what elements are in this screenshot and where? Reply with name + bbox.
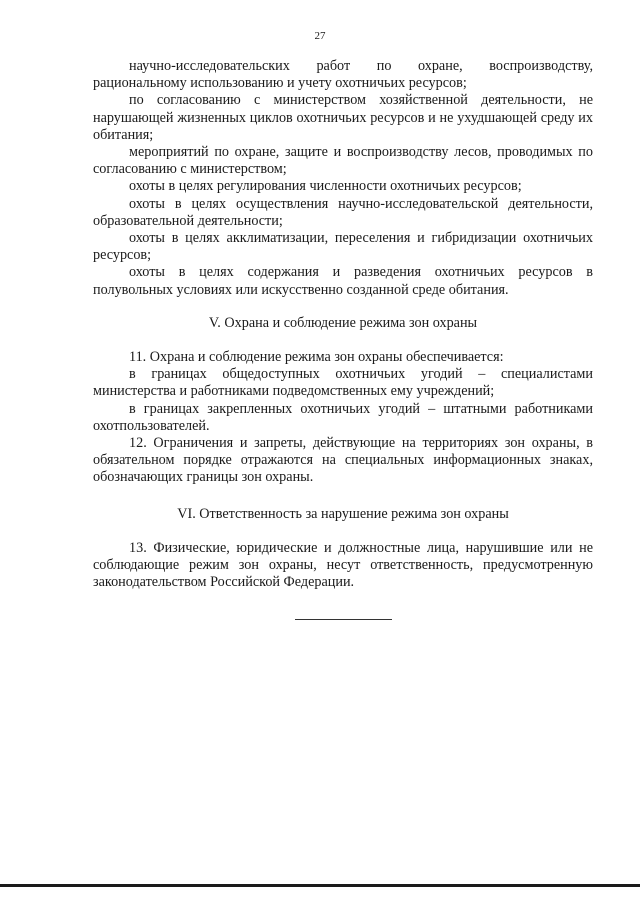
- end-divider: [295, 619, 392, 620]
- document-body: [93, 58, 593, 591]
- paragraph: в границах общедоступных охотничьих угодий – специалистами министерства и работниками подведомственных ему учреждений;: [93, 366, 593, 400]
- section-heading-5: V. Охрана и соблюдение режима зон охраны: [208, 314, 478, 331]
- paragraph: мероприятий по охране, защите и воспроизводству лесов, проводимых по согласованию с министерством;: [93, 144, 593, 178]
- section-heading-6: VI. Ответственность за нарушение режима зон охраны: [177, 505, 509, 522]
- paragraph: охоты в целях регулирования численности охотничьих ресурсов;: [129, 178, 522, 195]
- paragraph: в границах закрепленных охотничьих угодий – штатными работниками охотпользователей.: [93, 400, 593, 434]
- paragraph: охоты в целях осуществления научно-исследовательской деятельности, образовательной деятельности;: [93, 195, 593, 229]
- paragraph: охоты в целях содержания и разведения охотничьих ресурсов в полувольных условиях или искусственно созданной среде обитания.: [93, 264, 593, 298]
- paragraph: 12. Ограничения и запреты, действующие на территориях зон охраны, в обязательном порядке отражаются на специальных информационных знаках, обозначающих границы зон охраны.: [93, 435, 593, 486]
- paragraph: по согласованию с министерством хозяйственной деятельности, не нарушающей жизненных циклов охотничьих ресурсов и не ухудшающей среду их обитания;: [93, 92, 593, 143]
- paragraph: 11. Охрана и соблюдение режима зон охраны обеспечивается:: [129, 349, 504, 366]
- page-number: 27: [314, 30, 326, 42]
- paragraph: 13. Физические, юридические и должностные лица, нарушившие или не соблюдающие режим зон охраны, несут ответственность, предусмотренную законодательством Российской Федерации.: [93, 539, 593, 591]
- bottom-rule: [0, 884, 640, 887]
- paragraph: научно-исследовательских работ по охране, воспроизводству, рациональному использованию и учету охотничьих ресурсов;: [93, 58, 593, 92]
- paragraph: охоты в целях акклиматизации, переселения и гибридизации охотничьих ресурсов;: [93, 230, 593, 264]
